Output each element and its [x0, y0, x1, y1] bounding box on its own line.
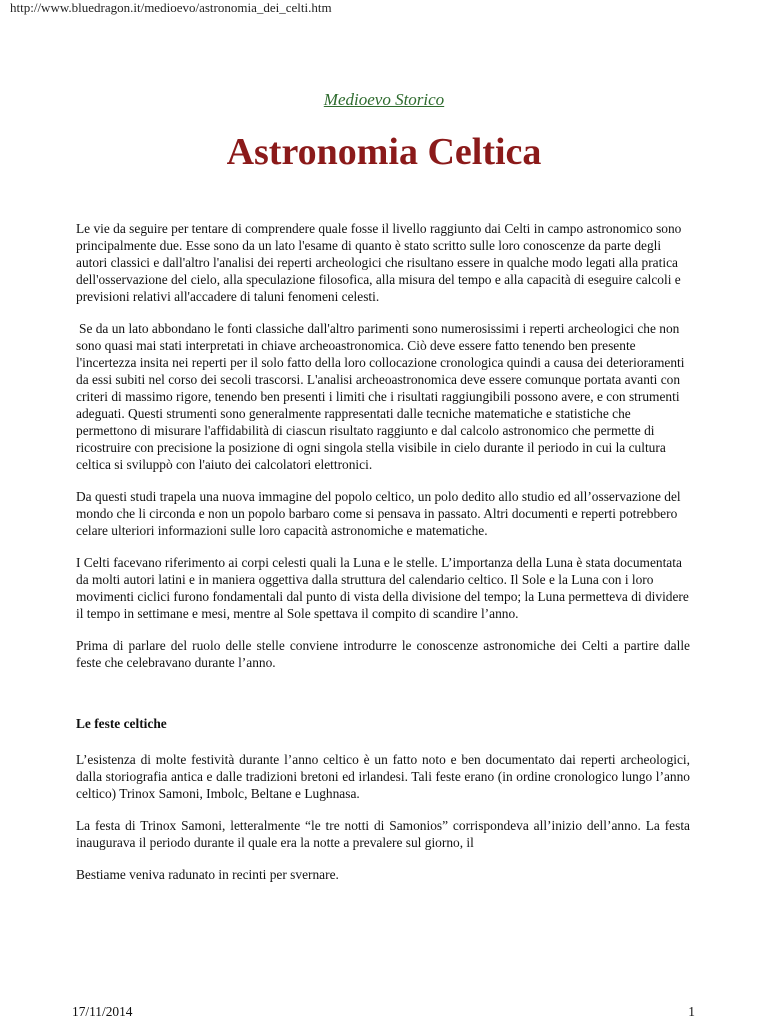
article-body: [76, 220, 690, 898]
paragraph-sources: Se da un lato abbondano le fonti classiche dall'altro parimenti sono numerosissimi i reperti archeologici che non sono quasi mai stati interpretati in chiave archeoastronomica. Ciò deve essere fatto tenendo ben presente l'incertezza insita nei reperti per il solo fatto della loro collocazione cronologica quindi a causa dei deterioramenti da essi subiti nel corso dei secoli trascorsi. L'analisi archeoastronomica deve essere comunque portata avanti con criteri di massimo rigore, tenendo ben presenti i limiti che i risultati raggiungibili possono avere, e con strumenti adeguati. Questi strumenti sono generalmente rappresentati dalle tecniche matematiche e statistiche che permettono di misurare l'affidabilità di ciascun risultato raggiunto e dal calcolo astronomico che permette di ricostruire con precisione la posizione di ogni singola stella visibile in cielo durante il periodo in cui la cultura celtica si sviluppò con l'aiuto dei calcolatori elettronici.: [76, 321, 685, 472]
paragraph-livestock: Bestiame veniva radunato in recinti per svernare.: [76, 867, 339, 882]
page-title: Astronomia Celtica: [226, 131, 542, 173]
paragraph-intro: Le vie da seguire per tentare di comprendere quale fosse il livello raggiunto dai Celti in campo astronomico sono principalmente due. Esse sono da un lato l'esame di quanto è stato scritto sulle loro conoscenze da parte degli autori classici e dall'altro l'analisi dei reperti archeologici che risultano essere in qualche modo legati alla pratica dell'osservazione del cielo, alla speculazione filosofica, alla misura del tempo e alla capacità di eseguire calcoli e previsioni relativi all'accadere di taluni fenomeni celesti.: [76, 221, 682, 304]
page-number: 1: [688, 1004, 695, 1019]
page-url: http://www.bluedragon.it/medioevo/astronomia_dei_celti.htm: [10, 0, 332, 15]
paragraph-moon-sun: I Celti facevano riferimento ai corpi celesti quali la Luna e le stelle. L’importanza della Luna è stata documentata da molti autori latini e in maniera oggettiva dalla struttura del calendario celtico. Il Sole e la Luna con i loro movimenti ciclici furono fondamentali dal punto di vista della divisione del tempo; la Luna permetteva di dividere il tempo in settimane e mesi, mentre al Sole spettava il compito di scandire l’anno.: [76, 555, 689, 621]
paragraph-festivities: L’esistenza di molte festività durante l’anno celtico è un fatto noto e ben documentato dai reperti archeologici, dalla storiografia antica e dalle tradizioni bretoni ed irlandesi. Tali feste erano (in ordine cronologico lungo l’anno celtico) Trinox Samoni, Imbolc, Beltane e Lughnasa.: [76, 752, 690, 801]
site-link[interactable]: Medioevo Storico: [323, 90, 445, 109]
footer-date: 17/11/2014: [72, 1004, 133, 1019]
paragraph-trinox-samoni: La festa di Trinox Samoni, letteralmente “le tre notti di Samonios” corrispondeva all’inizio dell’anno. La festa inaugurava il periodo durante il quale era la notte a prevalere sul giorno, il: [76, 818, 690, 850]
paragraph-feasts-intro: Prima di parlare del ruolo delle stelle conviene introdurre le conoscenze astronomiche dei Celti a partire dalle feste che celebravano durante l’anno.: [76, 638, 690, 670]
section-heading: Le feste celtiche: [76, 716, 167, 731]
paragraph-new-image: Da questi studi trapela una nuova immagine del popolo celtico, un polo dedito allo studio ed all’osservazione del mondo che li circonda e non un popolo barbaro come si pensava in passato. Altri documenti e reperti potrebbero celare ulteriori informazioni sulle loro capacità astronomiche e matematiche.: [76, 489, 681, 538]
